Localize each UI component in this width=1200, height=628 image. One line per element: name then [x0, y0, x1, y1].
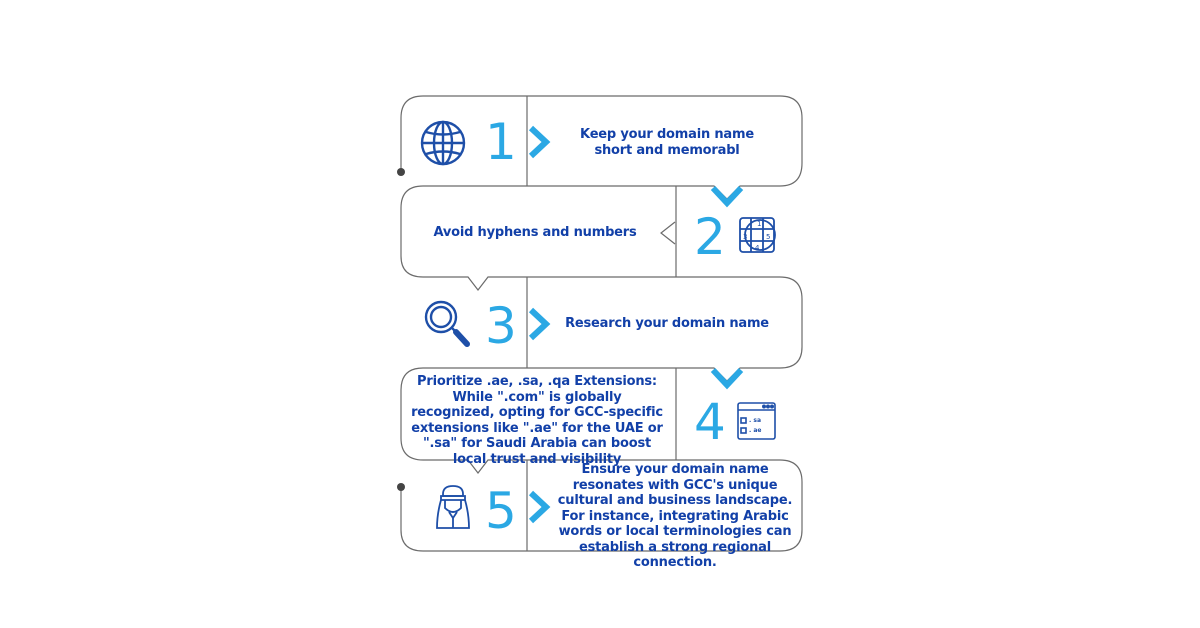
- arab-man-icon: [433, 484, 473, 530]
- svg-text:5: 5: [766, 233, 771, 241]
- step-text-4: Prioritize .ae, .sa, .qa Extensions: While ".com" is globally recognized, opting for GCC-specific extensions like ".ae" for the UAE or ".sa" for Saudi Arabia can boost local trust and visibility: [411, 374, 663, 467]
- step-number-1: 1: [485, 113, 517, 171]
- browser-window-icon: [737, 401, 777, 441]
- step-text-5: Ensure your domain name resonates with GCC's unique cultural and business landscape. For instance, integrating Arabic words or local terminologies can establish a strong regional connection.: [557, 462, 793, 570]
- globe-icon: [419, 119, 467, 167]
- svg-text:1: 1: [757, 220, 762, 228]
- svg-text:3: 3: [743, 233, 748, 241]
- step-text-1: Keep your domain name short and memorabl: [580, 127, 754, 158]
- step-number-5: 5: [485, 482, 517, 540]
- ext-label-ae: . ae: [749, 427, 762, 434]
- magnifier-icon: [423, 299, 471, 349]
- number-keypad-icon: [738, 216, 778, 254]
- step-text-3: Research your domain name: [565, 316, 769, 331]
- step-number-4: 4: [694, 393, 726, 451]
- step-number-2: 2: [694, 208, 726, 266]
- ext-label-sa: . sa: [749, 417, 761, 424]
- step-number-3: 3: [485, 297, 517, 355]
- step-text-2: Avoid hyphens and numbers: [433, 225, 637, 240]
- svg-text:4: 4: [755, 244, 760, 252]
